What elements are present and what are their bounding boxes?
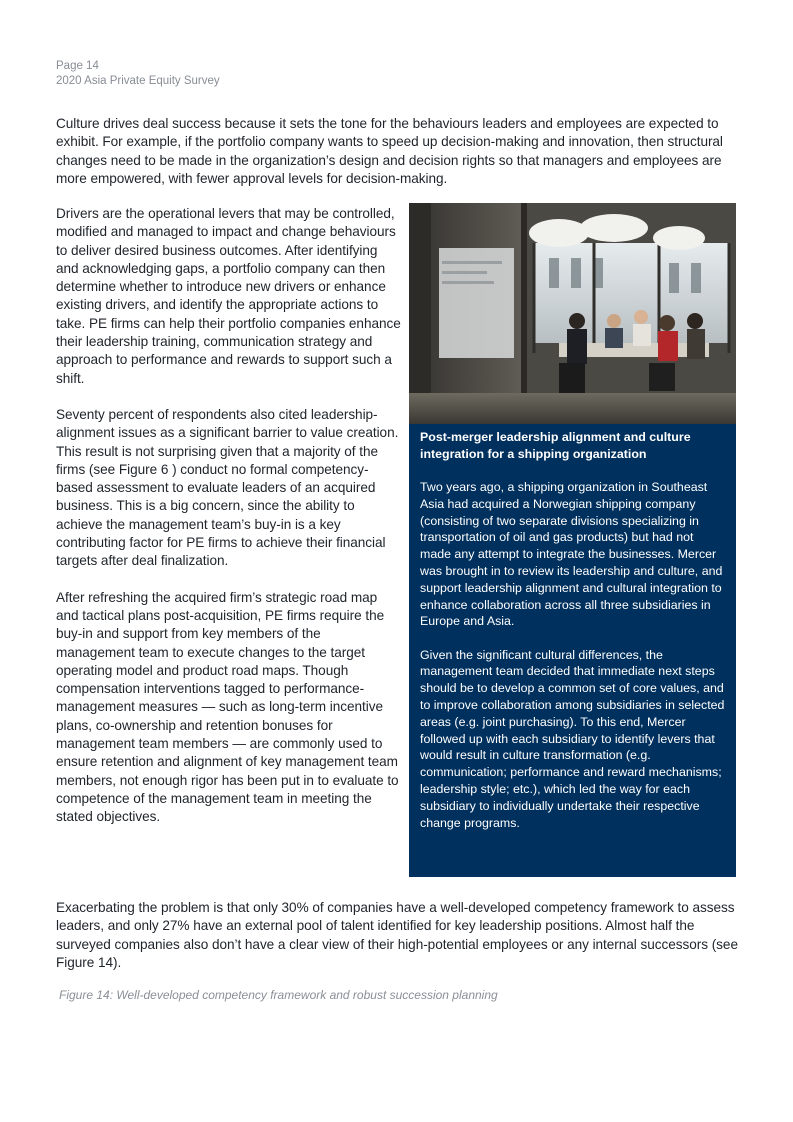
leadership-alignment-paragraph: Seventy percent of respondents also cited leadership-alignment issues as a significant barrier to value creation. This result is not surprising given that a majority of the firms (see Figure 6 ) conduct no formal competency-based assessment to evaluate leaders of an acquired business. This is a big concern, since the ability to achieve the management team’s buy-in is a key contributing factor for PE firms to achieve their financial targets after deal finalization. [56,406,399,569]
page-number: Page 14 [56,60,99,72]
figure-caption: Figure 14: Well-developed competency framework and robust succession planning [59,988,498,1002]
case-study-paragraph: Given the significant cultural differences, the management team decided that immediate next steps should be to develop a common set of core values, and to improve collaboration among subsidiaries in selected areas (e.g. joint purchasing). To this end, Mercer followed up with each subsidiary to identify levers that would result in culture transformation (e.g. communication; performance and reward mechanisms; leadership style; etc.), which led the way for each subsidiary to individually undertake their respective change programs. [420,647,725,830]
report-title: 2020 Asia Private Equity Survey [56,75,220,87]
intro-paragraph: Culture drives deal success because it sets the tone for the behaviours leaders and employees are expected to exhibit. For example, if the portfolio company wants to speed up decision-making and innovation, then structural changes need to be made in the organization’s design and decision rights so that managers and employees are more empowered, with fewer approval levels for decision-making. [56,116,723,186]
case-study-title: Post-merger leadership alignment and culture integration for a shipping organization [420,430,691,461]
management-buy-in-paragraph: After refreshing the acquired firm’s strategic road map and tactical plans post-acquisition, PE firms require the buy-in and support from key members of the management team to execute changes to the target operating model and product road maps. Though compensation interventions tagged to performance-management measures — such as long-term incentive plans, co-ownership and retention bonuses for management team members — are commonly used to ensure retention and alignment of key management team members, not enough rigor has been put in to evaluate to competence of the management team in meeting the stated objectives. [56,589,399,825]
drivers-paragraph: Drivers are the operational levers that may be controlled, modified and managed to impact and change behaviours to deliver desired business outcomes. After identifying and acknowledging gaps, a portfolio company can then determine whether to introduce new drivers or enhance existing drivers, and identify the appropriate actions to take. PE firms can help their portfolio companies enhance their leadership training, communication strategy and approach to performance and rewards to support such a shift. [56,206,401,386]
page-header [56,59,220,89]
competency-paragraph: Exacerbating the problem is that only 30% of companies have a well-developed competency framework to assess leaders, and only 27% have an external pool of talent identified for key leadership positions. Almost half the surveyed companies also don’t have a clear view of their high-potential employees or any internal successors (see Figure 14). [56,900,738,970]
case-study-box [409,424,736,877]
meeting-room-photo [409,203,736,424]
left-column [56,205,402,845]
case-study-paragraph: Two years ago, a shipping organization in Southeast Asia had acquired a Norwegian shipping company (consisting of two separate divisions specializing in transportation of oil and gas products) but had not made any attempt to integrate the businesses. Mercer was brought in to review its leadership and culture, and support leadership alignment and cultural integration to enhance collaboration across all three subsidiaries in Europe and Asia. [420,480,723,629]
